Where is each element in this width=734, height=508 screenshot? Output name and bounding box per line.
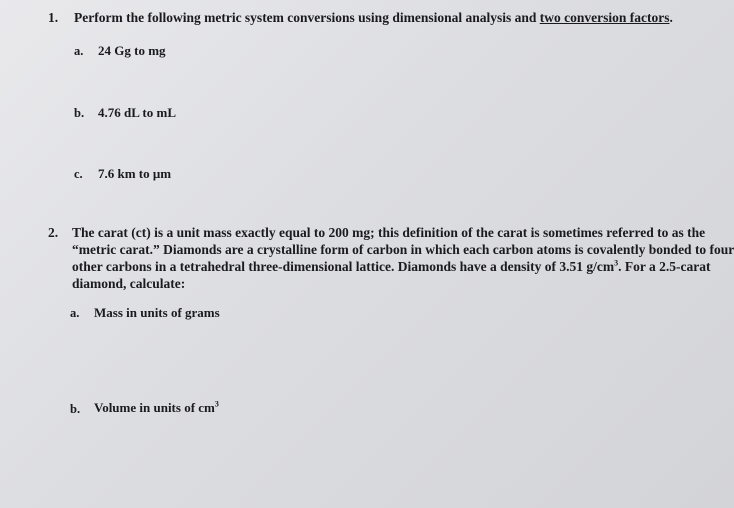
question-1-prompt-end: .: [669, 10, 673, 25]
question-1b-letter: b.: [74, 106, 85, 120]
question-1b-text: 4.76 dL to mL: [98, 105, 177, 120]
question-1-prompt-start: Perform the following metric system conversions using dimensional analysis and: [74, 10, 540, 25]
question-2-line-4: diamond, calculate:: [72, 276, 186, 291]
question-2b-letter: b.: [70, 402, 81, 416]
question-2a-text: Mass in units of grams: [94, 305, 220, 320]
question-2a-letter: a.: [70, 306, 80, 320]
question-2-line-3: [72, 258, 734, 275]
question-2-number: 2.: [48, 225, 59, 240]
question-2-paragraph: [72, 224, 734, 292]
question-2-line-1: The carat (ct) is a unit mass exactly equal to 200 mg; this definition of the carat is sometimes referred to as the: [72, 225, 706, 240]
question-1c-letter: c.: [74, 167, 83, 181]
question-1-number: 1.: [48, 10, 59, 25]
question-2-line-3-tail: . For a 2.5-carat: [618, 259, 711, 274]
question-1c-text: 7.6 km to μm: [98, 166, 172, 181]
question-1-prompt-emphasis: two conversion factors: [539, 10, 670, 25]
question-1a-letter: a.: [74, 44, 84, 58]
question-1a-text: 24 Gg to mg: [98, 43, 166, 58]
question-2b-text: [94, 400, 219, 416]
question-2-line-3-superscript: 3: [614, 258, 619, 268]
question-2-line-2: “metric carat.” Diamonds are a crystalline form of carbon in which each carbon atoms is covalently bonded to four: [72, 242, 734, 257]
question-2b-superscript: 3: [214, 399, 219, 409]
question-2-line-3-main: other carbons in a tetrahedral three-dimensional lattice. Diamonds have a density of 3.51 g/cm: [72, 259, 615, 274]
question-1-prompt: [74, 9, 673, 27]
question-2b-text-main: Volume in units of cm: [94, 400, 215, 415]
